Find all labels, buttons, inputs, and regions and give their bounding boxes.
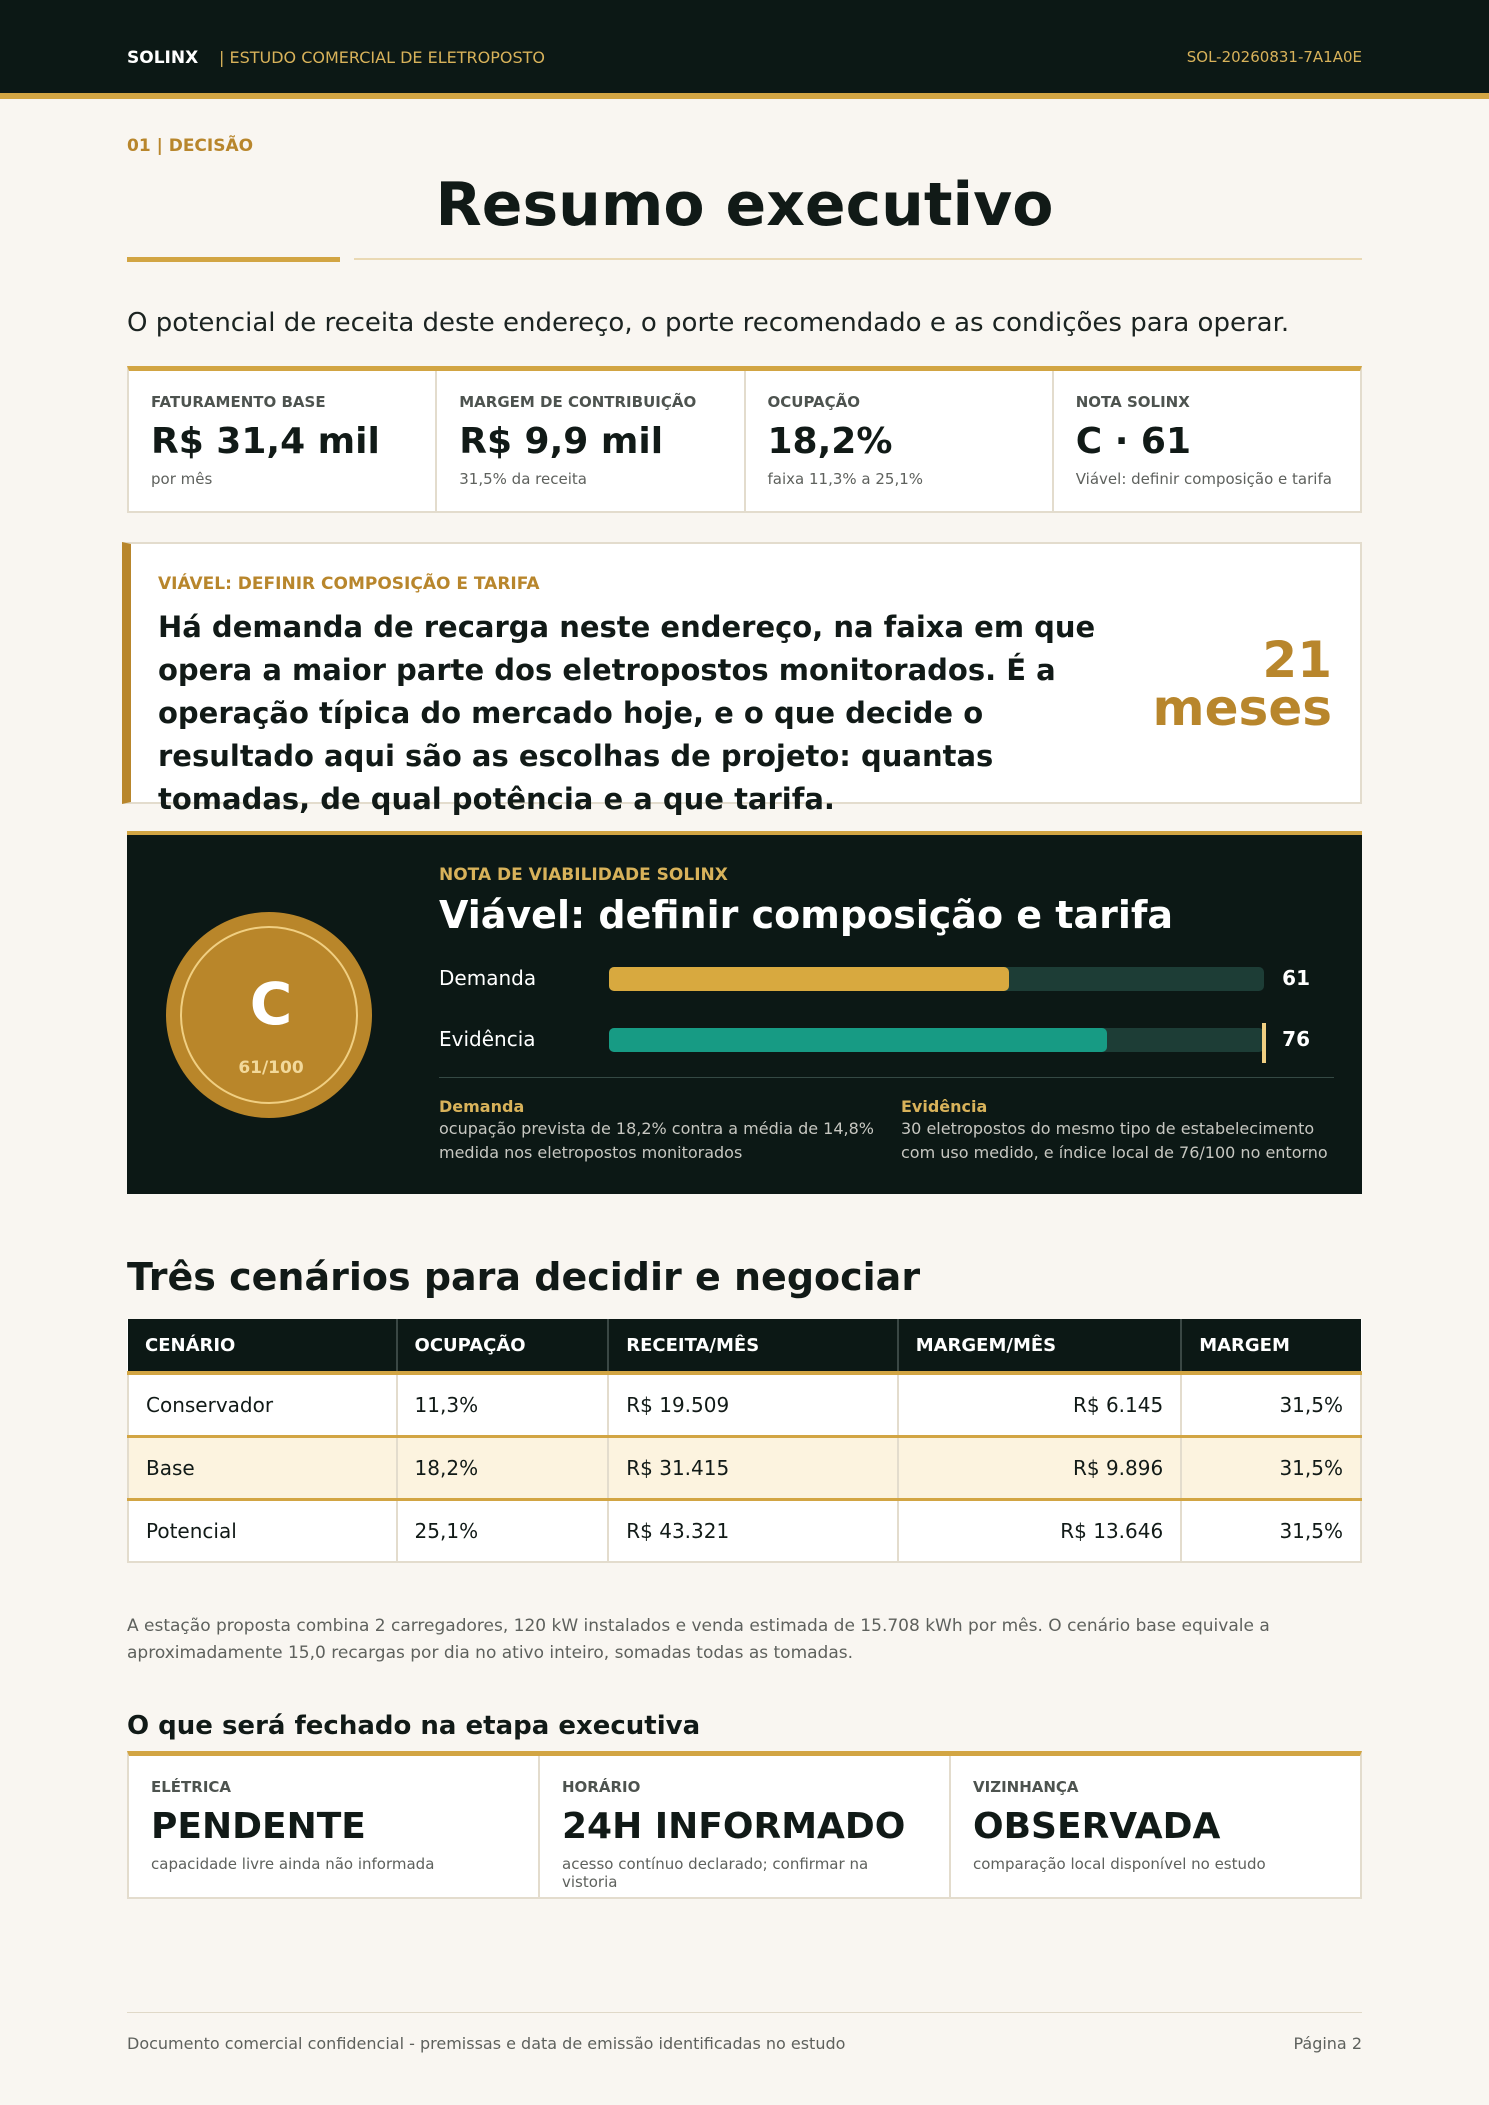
scenarios-table — [127, 1319, 1362, 1563]
scenario-name: Potencial — [128, 1499, 397, 1562]
kpi-value: 18,2% — [767, 421, 893, 462]
scenario-margin-pct: 31,5% — [1181, 1373, 1361, 1436]
kpi-label: FATURAMENTO BASE — [151, 393, 326, 411]
note-text: 30 eletropostos do mesmo tipo de estabelecimento com uso medido, e índice local de 76/100 no entorno — [901, 1119, 1328, 1162]
score-label: NOTA DE VIABILIDADE SOLINX — [439, 865, 728, 885]
kpi-value: R$ 31,4 mil — [151, 421, 380, 462]
column-header: MARGEM/MÊS — [898, 1319, 1182, 1373]
document-subtitle: | ESTUDO COMERCIAL DE ELETROPOSTO — [219, 48, 545, 67]
executive-strip — [127, 1751, 1362, 1899]
executive-card-electrical — [129, 1756, 540, 1897]
verdict-card — [122, 542, 1362, 816]
verdict-label: VIÁVEL: DEFINIR COMPOSIÇÃO E TARIFA — [158, 574, 540, 594]
card-sub: comparação local disponível no estudo — [973, 1855, 1266, 1873]
scenario-margin-pct: 31,5% — [1181, 1436, 1361, 1499]
brand-name: SOLINX — [127, 48, 199, 68]
score-bar-evidence — [439, 1024, 1339, 1054]
bar-track — [609, 967, 1264, 991]
payback-number: 21 — [1262, 631, 1332, 689]
bar-fill — [609, 1028, 1107, 1052]
bar-value: 61 — [1282, 966, 1310, 990]
score-bar-demand — [439, 963, 1339, 993]
section-label: 01 | DECISÃO — [127, 136, 254, 156]
kpi-label: NOTA SOLINX — [1075, 393, 1190, 411]
bar-value: 76 — [1282, 1027, 1310, 1051]
card-label: HORÁRIO — [562, 1778, 641, 1796]
column-header: CENÁRIO — [128, 1319, 397, 1373]
kpi-card-revenue — [129, 371, 437, 511]
note-title: Demanda — [439, 1097, 525, 1116]
card-value: 24H INFORMADO — [562, 1806, 906, 1847]
top-bar — [0, 0, 1489, 99]
kpi-sub: por mês — [151, 470, 213, 488]
scenario-revenue: R$ 19.509 — [608, 1373, 897, 1436]
scenario-name: Conservador — [128, 1373, 397, 1436]
card-label: VIZINHANÇA — [973, 1778, 1079, 1796]
scenario-name: Base — [128, 1436, 397, 1499]
bar-label: Demanda — [439, 966, 537, 990]
scenarios-title: Três cenários para decidir e negociar — [127, 1255, 921, 1299]
page-number: Página 2 — [1293, 2034, 1362, 2053]
scenario-occupancy: 18,2% — [397, 1436, 609, 1499]
column-header: RECEITA/MÊS — [608, 1319, 897, 1373]
score-title: Viável: definir composição e tarifa — [439, 893, 1174, 937]
executive-title: O que será fechado na etapa executiva — [127, 1711, 701, 1741]
title-divider — [354, 258, 1362, 260]
scenario-revenue: R$ 31.415 — [608, 1436, 897, 1499]
scenario-margin: R$ 9.896 — [898, 1436, 1182, 1499]
kpi-card-margin — [437, 371, 745, 511]
kpi-card-occupancy — [746, 371, 1054, 511]
kpi-card-score — [1054, 371, 1360, 511]
kpi-value: R$ 9,9 mil — [459, 421, 664, 462]
bar-track — [609, 1028, 1264, 1052]
kpi-strip — [127, 366, 1362, 513]
verdict-text: Há demanda de recarga neste endereço, na faixa em que opera a maior parte dos eletropostos monitorados. É a operação típica do mercado hoje, e o que decide o resultado aqui são as escolhas de projeto: quantas tomadas, de qual potência e a que tarifa. — [158, 610, 1096, 816]
grade-ring — [180, 926, 358, 1104]
grade-score: 61/100 — [238, 1058, 304, 1078]
scenario-margin: R$ 6.145 — [898, 1373, 1182, 1436]
scenario-margin-pct: 31,5% — [1181, 1499, 1361, 1562]
table-header-row — [128, 1319, 1361, 1373]
grade-badge — [166, 912, 372, 1118]
table-row — [128, 1499, 1361, 1562]
document-id: SOL-20260831-7A1A0E — [1186, 48, 1362, 66]
bar-fill — [609, 967, 1009, 991]
note-evidence — [901, 1097, 1341, 1165]
kpi-sub: faixa 11,3% a 25,1% — [767, 470, 924, 488]
station-note: A estação proposta combina 2 carregadores, 120 kW instalados e venda estimada de 15.708 kWh por mês. O cenário base equivale a aproximadamente 15,0 recargas por dia no ativo inteiro, somadas todas as tomadas. — [127, 1616, 1270, 1663]
table-row-highlighted — [128, 1436, 1361, 1499]
kpi-label: OCUPAÇÃO — [767, 393, 861, 411]
bar-label: Evidência — [439, 1027, 536, 1051]
table-row — [128, 1373, 1361, 1436]
card-value: PENDENTE — [151, 1806, 366, 1847]
scenario-occupancy: 25,1% — [397, 1499, 609, 1562]
card-label: ELÉTRICA — [151, 1778, 232, 1796]
executive-card-hours — [540, 1756, 951, 1897]
scenario-occupancy: 11,3% — [397, 1373, 609, 1436]
executive-card-neighborhood — [951, 1756, 1360, 1897]
note-text: ocupação prevista de 18,2% contra a média de 14,8% medida nos eletropostos monitorados — [439, 1119, 874, 1162]
card-sub: acesso contínuo declarado; confirmar na vistoria — [562, 1855, 869, 1891]
page-title: Resumo executivo — [435, 170, 1054, 240]
column-header: MARGEM — [1181, 1319, 1361, 1373]
footer-divider — [127, 2012, 1362, 2013]
note-demand — [439, 1097, 879, 1165]
bar-marker — [1262, 1023, 1266, 1063]
card-sub: capacidade livre ainda não informada — [151, 1855, 435, 1873]
intro-text: O potencial de receita deste endereço, o porte recomendado e as condições para operar. — [127, 308, 1290, 338]
kpi-sub: 31,5% da receita — [459, 470, 587, 488]
footer-confidential: Documento comercial confidencial - premissas e data de emissão identificadas no estudo — [127, 2034, 846, 2053]
kpi-value: C · 61 — [1075, 421, 1192, 462]
payback-unit: meses — [1152, 679, 1332, 737]
scenario-margin: R$ 13.646 — [898, 1499, 1182, 1562]
kpi-sub: Viável: definir composição e tarifa — [1075, 470, 1332, 488]
grade-letter: C — [249, 970, 293, 1038]
score-panel — [127, 831, 1362, 1194]
scenario-revenue: R$ 43.321 — [608, 1499, 897, 1562]
payback-period — [1152, 631, 1332, 737]
card-value: OBSERVADA — [973, 1806, 1221, 1847]
column-header: OCUPAÇÃO — [397, 1319, 609, 1373]
kpi-label: MARGEM DE CONTRIBUIÇÃO — [459, 393, 697, 411]
note-title: Evidência — [901, 1097, 988, 1116]
score-divider — [439, 1077, 1334, 1078]
title-accent-rule — [127, 257, 340, 262]
